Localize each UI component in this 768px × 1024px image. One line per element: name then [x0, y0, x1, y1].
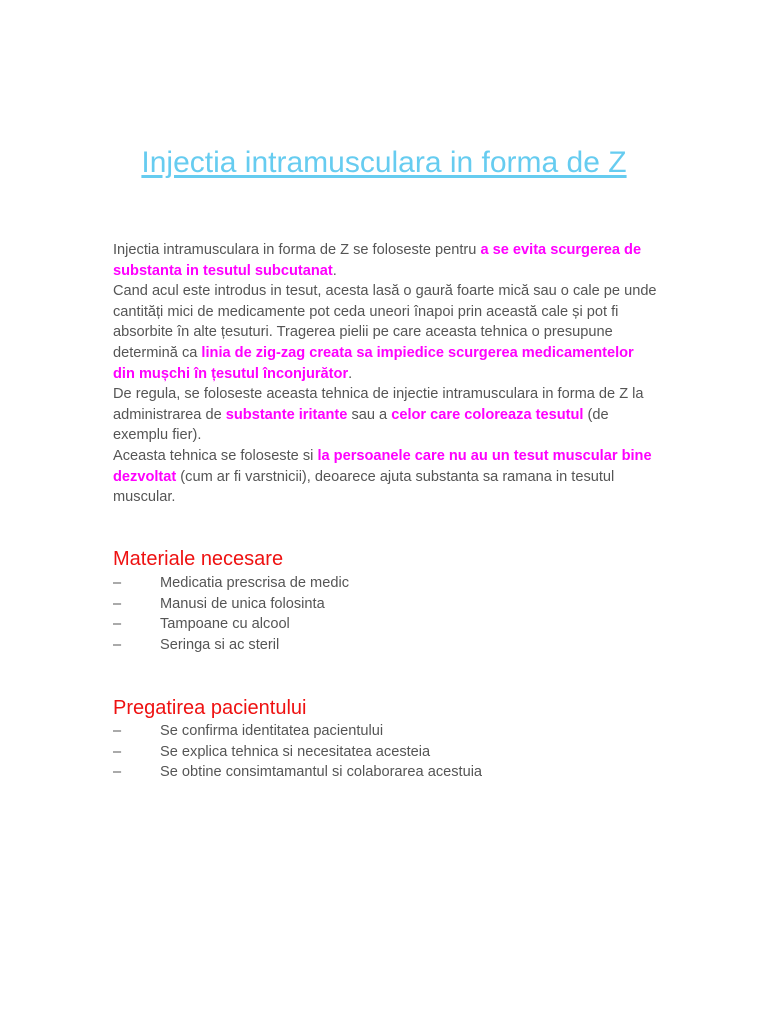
list-item: [113, 742, 482, 763]
text-segment: (cum ar fi varstnicii), deoarece ajuta substanta sa ramana in tesutul muscular.: [113, 468, 615, 506]
dash-bullet: –: [113, 595, 122, 612]
highlighted-text: substante iritante: [225, 406, 348, 423]
patient-prep-list: [113, 721, 482, 783]
highlighted-text: a se evita scurgerea de substanta in tesutul subcutanat: [113, 242, 642, 279]
text-segment: .: [332, 262, 337, 279]
list-item-text: Tampoane cu alcool: [160, 616, 290, 633]
text-segment: sau a: [347, 406, 392, 423]
list-item: [113, 594, 349, 615]
list-item-text: Se confirma identitatea pacientului: [160, 723, 384, 739]
section-heading-patient-prep: Pregatirea pacientului: [113, 697, 307, 719]
dash-bullet: –: [113, 723, 122, 739]
list-item: [113, 614, 349, 635]
list-item: [113, 573, 349, 594]
list-item-text: Se obtine consimtamantul si colaborarea acestuia: [160, 764, 483, 781]
list-item-text: Seringa si ac steril: [160, 636, 280, 653]
text-segment: Injectia intramusculara in forma de Z se foloseste pentru: [113, 242, 481, 258]
dash-bullet: –: [113, 616, 122, 633]
intro-text: [113, 240, 658, 508]
list-item: [113, 762, 482, 783]
intro-paragraph-4: [113, 446, 658, 508]
intro-paragraph-3: [113, 384, 658, 446]
highlighted-text: la persoanele care nu au un tesut muscular bine dezvoltat: [113, 447, 652, 485]
materials-list: [113, 573, 349, 655]
list-item-text: Manusi de unica folosinta: [160, 595, 325, 612]
text-segment: .: [348, 365, 353, 382]
dash-bullet: –: [113, 764, 122, 781]
list-item-text: Se explica tehnica si necesitatea acesteia: [160, 743, 431, 760]
intro-paragraph-1: [113, 240, 658, 281]
list-item: [113, 635, 349, 656]
intro-paragraph-2: [113, 281, 658, 384]
list-item: [113, 721, 482, 742]
text-segment: (de exemplu fier).: [113, 406, 609, 444]
highlighted-text: linia de zig-zag creata sa impiedice scurgerea medicamentelor din mușchi în țesutul înconjurător: [113, 344, 634, 382]
text-segment: Cand acul este introdus in tesut, acesta lasă o gaură foarte mică sau o cale pe unde cantități mici de medicamente pot ceda uneori înapoi prin această cale și pot fi absorbite în alte țesuturi. Tragerea pielii pe care aceasta tehnica o presupune determină ca: [113, 283, 657, 361]
text-segment: De regula, se foloseste aceasta tehnica de injectie intramusculara in forma de Z la administrarea de: [113, 386, 644, 423]
highlighted-text: celor care coloreaza tesutul: [391, 406, 584, 423]
dash-bullet: –: [113, 636, 122, 653]
list-item-text: Medicatia prescrisa de medic: [160, 575, 349, 591]
document-title: Injectia intramusculara in forma de Z: [141, 146, 627, 179]
text-segment: Aceasta tehnica se foloseste si: [113, 447, 318, 464]
dash-bullet: –: [113, 575, 122, 591]
section-heading-materials: Materiale necesare: [113, 548, 284, 570]
dash-bullet: –: [113, 743, 122, 760]
